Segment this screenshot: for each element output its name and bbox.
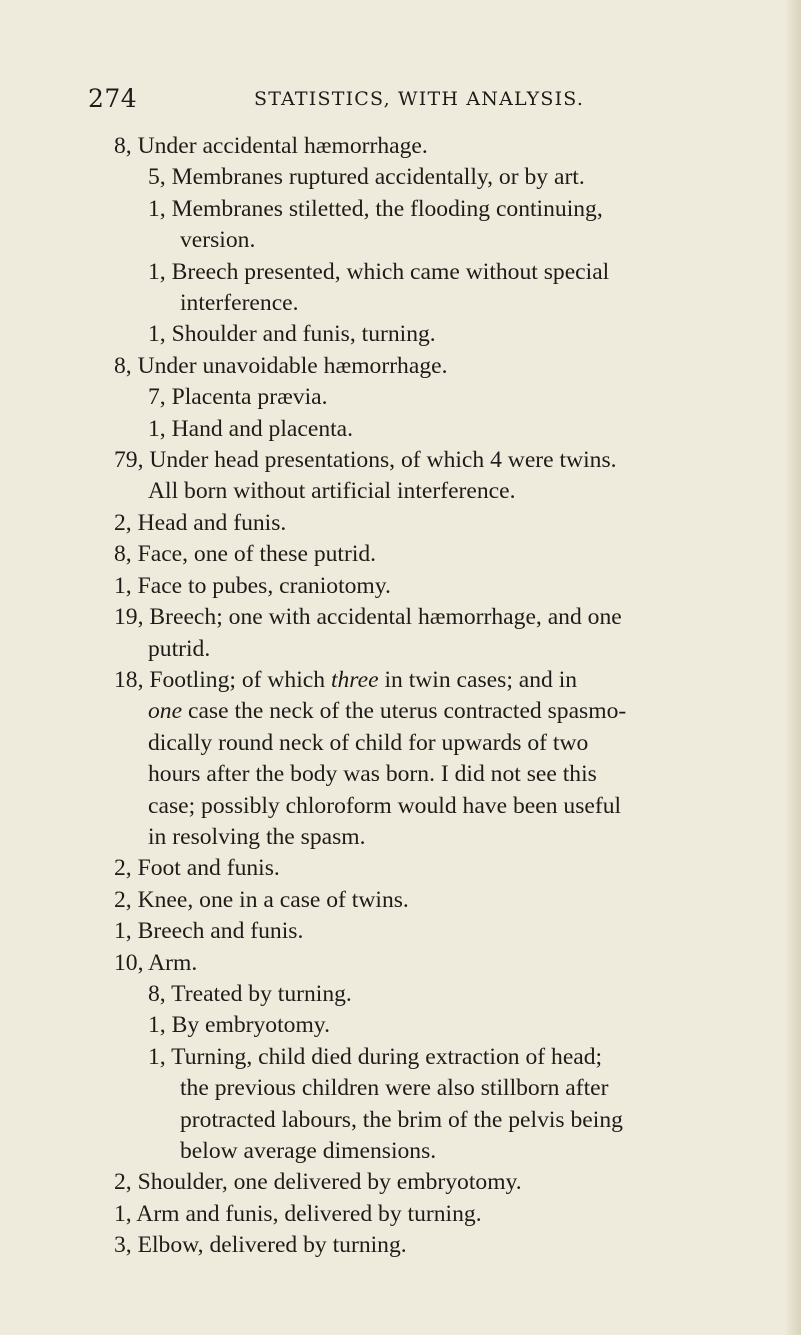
text-line: 1, Arm and funis, delivered by turning. [114,1200,482,1227]
text-line: 5, Membranes ruptured accidentally, or by art. [148,164,585,191]
text-line: 1, Breech presented, which came without special [148,258,610,285]
text-line: 1, Membranes stiletted, the flooding continuing, [148,195,603,222]
page-body [0,131,801,1262]
text-line: 2, Knee, one in a case of twins. [114,886,409,913]
text-line: 19, Breech; one with accidental hæmorrhage, and one [114,604,622,631]
text-line: All born without artificial interference. [148,478,516,505]
text-line: 1, Face to pubes, craniotomy. [114,572,391,599]
text-line: 7, Placenta prævia. [148,384,328,411]
text-line: 1, Breech and funis. [114,918,304,945]
text-line: dically round neck of child for upwards of two [148,729,589,756]
text-line: interference. [180,290,299,317]
text-line: 10, Arm. [114,949,198,976]
text-line: protracted labours, the brim of the pelvis being [180,1106,623,1133]
text-line: 8, Under unavoidable hæmorrhage. [114,352,448,379]
text-line: 79, Under head presentations, of which 4 were twins. [114,447,617,474]
text-line: 2, Head and funis. [114,509,287,536]
text-line: 8, Under accidental hæmorrhage. [114,133,428,159]
page-number: 274 [88,84,138,113]
text-line: 2, Foot and funis. [114,855,280,882]
text-line: 8, Face, one of these putrid. [114,541,377,568]
text-line: 3, Elbow, delivered by turning. [114,1232,407,1259]
text-line: version. [180,227,256,254]
text-line: 1, Shoulder and funis, turning. [148,321,436,348]
text-line: 18, Footling; of which three in twin cases; and in [114,666,578,693]
text-line: hours after the body was born. I did not see this [148,761,597,788]
text-line: 1, By embryotomy. [148,1012,330,1039]
text-line: 1, Turning, child died during extraction of head; [148,1043,603,1070]
text-line: putrid. [148,635,211,662]
page-header [88,84,728,116]
running-head: STATISTICS, WITH ANALYSIS. [254,88,585,110]
text-line: 8, Treated by turning. [148,980,352,1007]
text-line: below average dimensions. [180,1138,437,1164]
text-line: in resolving the spasm. [148,823,366,850]
text-line: one case the neck of the uterus contracted spasmo- [148,698,627,725]
text-line: case; possibly chloroform would have been useful [148,792,622,819]
text-line: the previous children were also stillborn after [180,1075,609,1102]
text-line: 1, Hand and placenta. [148,415,354,442]
text-line: 2, Shoulder, one delivered by embryotomy. [114,1169,522,1196]
